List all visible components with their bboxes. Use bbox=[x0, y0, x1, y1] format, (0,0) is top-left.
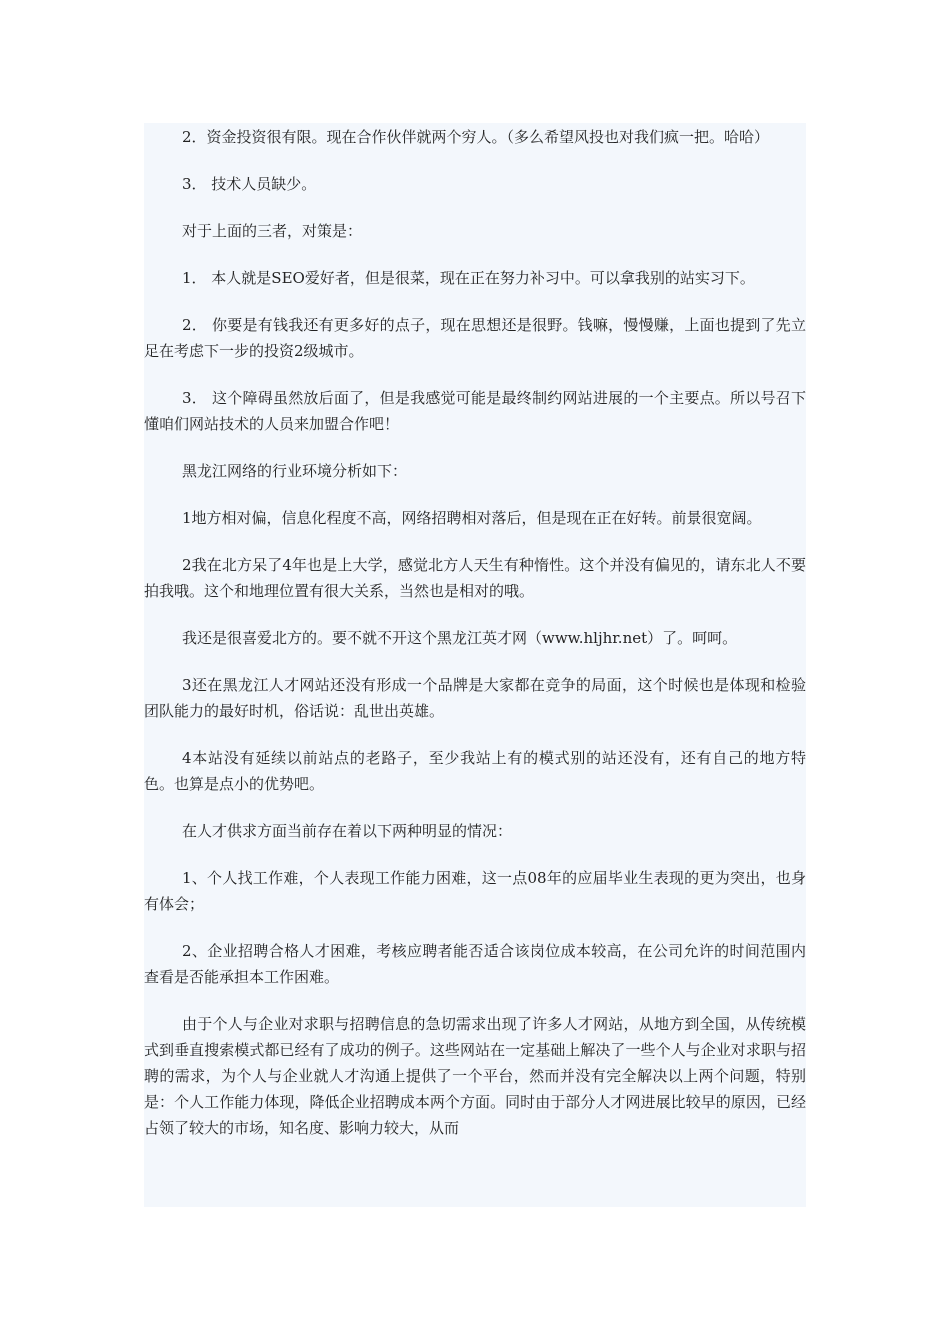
paragraph: 2我在北方呆了4年也是上大学，感觉北方人天生有种惰性。这个并没有偏见的，请东北人不要拍我哦。这个和地理位置有很大关系，当然也是相对的哦。 bbox=[144, 556, 806, 600]
paragraph: 1． 本人就是SEO爱好者，但是很菜，现在正在努力补习中。可以拿我别的站实习下。 bbox=[182, 269, 755, 287]
paragraph: 4本站没有延续以前站点的老路子，至少我站上有的模式别的站还没有，还有自己的地方特色。也算是点小的优势吧。 bbox=[144, 749, 806, 793]
paragraph: 在人才供求方面当前存在着以下两种明显的情况： bbox=[182, 822, 513, 840]
paragraph: 1地方相对偏，信息化程度不高，网络招聘相对落后，但是现在正在好转。前景很宽阔。 bbox=[182, 509, 762, 527]
paragraph: 由于个人与企业对求职与招聘信息的急切需求出现了许多人才网站，从地方到全国，从传统模式到垂直搜索模式都已经有了成功的例子。这些网站在一定基础上解决了一些个人与企业对求职与招聘的需求，为个人与企业就人才沟通上提供了一个平台，然而并没有完全解决以上两个问题，特别是：个人工作能力体现，降低企业招聘成本两个方面。同时由于部分人才网进展比较早的原因，已经占领了较大的市场，知名度、影响力较大，从而 bbox=[144, 1015, 806, 1137]
paragraph: 3还在黑龙江人才网站还没有形成一个品牌是大家都在竞争的局面，这个时候也是体现和检验团队能力的最好时机，俗话说：乱世出英雄。 bbox=[144, 676, 806, 720]
paragraph: 对于上面的三者，对策是： bbox=[182, 222, 363, 240]
paragraph: 我还是很喜爱北方的。要不就不开这个黑龙江英才网（www.hljhr.net）了。呵呵。 bbox=[182, 629, 738, 647]
paragraph: 1、个人找工作难，个人表现工作能力困难，这一点08年的应届毕业生表现的更为突出，也身有体会； bbox=[144, 869, 806, 913]
paragraph: 2．资金投资很有限。现在合作伙伴就两个穷人。（多么希望风投也对我们疯一把。哈哈） bbox=[182, 128, 770, 146]
paragraph: 2． 你要是有钱我还有更多好的点子，现在思想还是很野。钱嘛，慢慢赚，上面也提到了先立足在考虑下一步的投资2级城市。 bbox=[144, 316, 806, 360]
paragraph: 黑龙江网络的行业环境分析如下： bbox=[182, 462, 408, 480]
paragraph: 3． 技术人员缺少。 bbox=[182, 175, 317, 193]
paragraph: 3． 这个障碍虽然放后面了，但是我感觉可能是最终制约网站进展的一个主要点。所以号召下懂咱们网站技术的人员来加盟合作吧！ bbox=[144, 389, 806, 433]
article-body bbox=[144, 123, 806, 1207]
paragraph: 2、企业招聘合格人才困难，考核应聘者能否适合该岗位成本较高，在公司允许的时间范围内查看是否能承担本工作困难。 bbox=[144, 942, 806, 986]
